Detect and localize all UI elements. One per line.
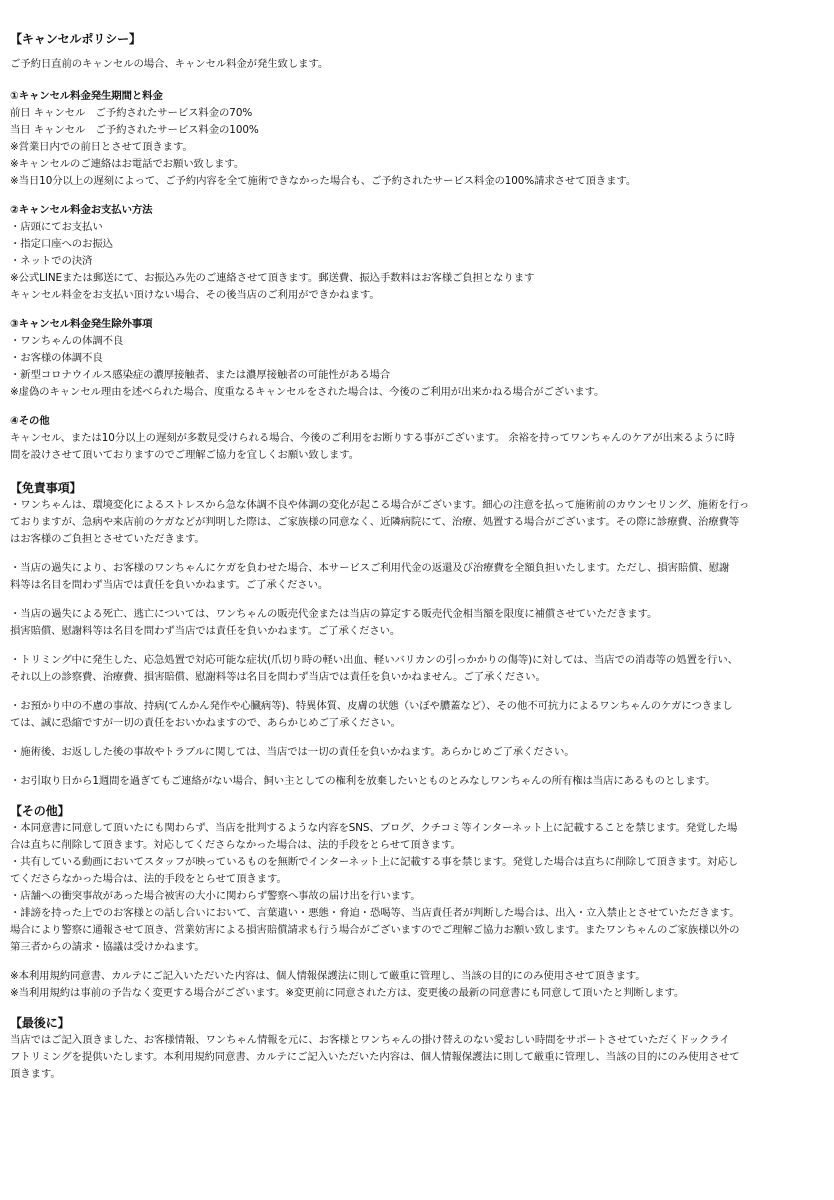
- disclaimer-line: ・当店の過失により、お客様のワンちゃんにケガを負わせた場合、本サービスご利用代金の返還及び治療費を全額負担いたします。ただし、損害賠償、慰謝: [10, 562, 730, 574]
- disclaimer-line: ・お引取り日から1週間を過ぎてもご連絡がない場合、飼い主としての権利を放棄したいとものとみなしワンちゃんの所有権は当店にあるものとします。: [10, 775, 716, 787]
- disclaimer-line: 料等は名目を問わず当店では責任を負いかねます。ご了承ください。: [10, 579, 329, 591]
- disclaimer-paragraph: [10, 744, 822, 761]
- cancel-payment-line: ・店頭にてお支払い: [10, 221, 103, 233]
- cancel-exclusion-line: ・ワンちゃんの体調不良: [10, 335, 124, 347]
- disclaimer-line: ておりますが、急病や来店前のケガなどが判明した際は、ご家族様の同意なく、近隣病院にて、治療、処置する場合がございます。その際に診療費、治療費等: [10, 516, 740, 528]
- closing-title: 【最後に】: [10, 1016, 70, 1030]
- cancel-exclusion-line: ・お客様の体調不良: [10, 352, 103, 364]
- cancel-payment-title: ②キャンセル料金お支払い方法: [10, 204, 153, 216]
- disclaimer-line: ては、誠に恐縮ですが一切の責任をおいかねますので、あらかじめご了承ください。: [10, 717, 401, 729]
- cancel-exclusion-line: ※虚偽のキャンセル理由を述べられた場合、度重なるキャンセルをされた場合は、今後のご利用が出来かねる場合がございます。: [10, 386, 605, 398]
- disclaimer-line: 損害賠償、慰謝料等は名目を問わず当店では責任を負いかねます。ご了承ください。: [10, 625, 401, 637]
- cancel-fee-line: 前日 キャンセル ご予約されたサービス料金の70%: [10, 107, 253, 119]
- cancel-payment-line: ※公式LINEまたは郵送にて、お振込み先のご連絡させて頂きます。郵送費、振込手数料はお客様ご負担となります: [10, 272, 535, 284]
- cancel-payment-line: ・ネットでの決済: [10, 255, 93, 267]
- closing-section: [10, 1014, 822, 1083]
- disclaimer-line: ・トリミング中に発生した、応急処置で対応可能な症状(爪切り時の軽い出血、軽いバリカンの引っかかりの傷等)に対しては、当店での消毒等の処置を行い、: [10, 654, 738, 666]
- cancel-exclusion-line: ・新型コロナウイルス感染症の濃厚接触者、または濃厚接触者の可能性がある場合: [10, 369, 391, 381]
- other-line: ・共有している動画においてスタッフが映っているものを無断でインターネット上に記載する事を禁じます。発覚した場合は直ちに削除して頂きます。対応し: [10, 856, 739, 868]
- other-section: [10, 802, 822, 1002]
- other-title: 【その他】: [10, 804, 70, 818]
- cancel-other-title: ④その他: [10, 415, 50, 427]
- other-line: ・誹謗を持った上でのお客様との話し合いにおいて、言葉遣い・悪態・脅迫・恐喝等、当店責任者が判断した場合は、出入・立入禁止とさせていただきます。: [10, 907, 740, 919]
- other-line: てくださらなかった場合は、法的手段をとらせて頂きます。: [10, 873, 287, 885]
- cancel-payment-line: キャンセル料金をお支払い頂けない場合、その後当店のご利用ができかねます。: [10, 289, 380, 301]
- cancel-fee-line: ※営業日内での前日とさせて頂きます。: [10, 141, 193, 153]
- other-note: ※当利用規約は事前の予告なく変更する場合がございます。※変更前に同意された方は、変更後の最新の同意書にも同意して頂いたと判断します。: [10, 987, 685, 999]
- disclaimer-line: ・ワンちゃんは、環境変化によるストレスから急な体調不良や体調の変化が起こる場合がございます。細心の注意を払って施術前のカウンセリング、施術を行っ: [10, 499, 750, 511]
- disclaimer-paragraph: [10, 560, 822, 594]
- cancel-exclusions-title: ③キャンセル料金発生除外事項: [10, 318, 153, 330]
- cancel-policy-title: 【キャンセルポリシー】: [10, 32, 141, 46]
- disclaimer-line: ・当店の過失による死亡、逃亡については、ワンちゃんの販売代金または当店の算定する販売代金相当額を限度に補償させていただきます。: [10, 608, 658, 620]
- cancel-fee-line: ※キャンセルのご連絡はお電話でお願い致します。: [10, 158, 245, 170]
- disclaimer-line: ・施術後、お返しした後の事故やトラブルに関しては、当店では一切の責任を負いかねます。あらかじめご了承ください。: [10, 746, 575, 758]
- closing-line: 当店ではご記入頂きました、お客様情報、ワンちゃん情報を元に、お客様とワンちゃんの掛け替えのない愛おしい時間をサポートさせていただくドックライ: [10, 1034, 730, 1046]
- disclaimer-paragraph: [10, 652, 822, 686]
- cancel-fee-line: ※当日10分以上の遅刻によって、ご予約内容を全て施術できなかった場合も、ご予約されたサービス料金の100%請求させて頂きます。: [10, 175, 637, 187]
- other-line: ・店舗への衝突事故があった場合被害の大小に関わらず警察へ事故の届け出を行います。: [10, 890, 421, 902]
- other-line: 合は直ちに削除して頂きます。対応してくださらなかった場合は、法的手段をとらせて頂きます。: [10, 839, 461, 851]
- disclaimer-paragraph: [10, 606, 822, 640]
- disclaimer-line: それ以上の診察費、治療費、損害賠償、慰謝料等は名目を問わず当店では責任を負いかねません。ご了承ください。: [10, 671, 546, 683]
- cancel-fee-period-title: ①キャンセル料金発生期間と料金: [10, 90, 163, 102]
- cancel-other-line: キャンセル、または10分以上の遅刻が多数見受けられる場合、今後のご利用をお断りする事がございます。 余裕を持ってワンちゃんのケアが出来るように時: [10, 432, 735, 444]
- disclaimer-paragraph: [10, 773, 822, 790]
- closing-line: 頂きます。: [10, 1068, 61, 1080]
- closing-line: フトリミングを提供いたします。本利用規約同意書、カルテにご記入いただいた内容は、個人情報保護法に則して厳重に管理し、当該の目的にのみ使用させて: [10, 1051, 740, 1063]
- cancel-fee-line: 当日 キャンセル ご予約されたサービス料金の100%: [10, 124, 259, 136]
- other-line: 第三者からの請求・協議は受けかねます。: [10, 941, 205, 953]
- disclaimer-paragraph: [10, 698, 822, 732]
- disclaimer-line: ・お預かり中の不慮の事故、持病(てんかん発作や心臓病等)、特異体質、皮膚の状態（いぼや膿蓋など）、その他不可抗力によるワンちゃんのケガにつきまし: [10, 700, 733, 712]
- other-line: ・本同意書に同意して頂いたにも関わらず、当店を批判するような内容をSNS、ブログ、クチコミ等インターネット上に記載することを禁じます。発覚した場: [10, 822, 738, 834]
- other-line: 場合により警察に通報させて頂き、営業妨害による損害賠償請求も行う場合がございますのでご理解ご協力お願い致します。またワンちゃんのご家族様以外の: [10, 924, 740, 936]
- disclaimer-title: 【免責事項】: [10, 481, 82, 495]
- disclaimer-line: はお客様のご負担とさせていただきます。: [10, 533, 205, 545]
- cancel-other-line: 間を設けさせて頂いておりますのでご理解ご協力を宜しくお願い致します。: [10, 449, 360, 461]
- cancel-payment-line: ・指定口座へのお振込: [10, 238, 113, 250]
- cancel-policy-section: [10, 30, 822, 464]
- cancel-policy-intro: ご予約日直前のキャンセルの場合、キャンセル料金が発生致します。: [10, 58, 329, 70]
- other-note: ※本利用規約同意書、カルテにご記入いただいた内容は、個人情報保護法に則して厳重に管理し、当該の目的にのみ使用させて頂きます。: [10, 970, 646, 982]
- disclaimer-section: [10, 479, 822, 790]
- disclaimer-paragraph: [10, 497, 822, 548]
